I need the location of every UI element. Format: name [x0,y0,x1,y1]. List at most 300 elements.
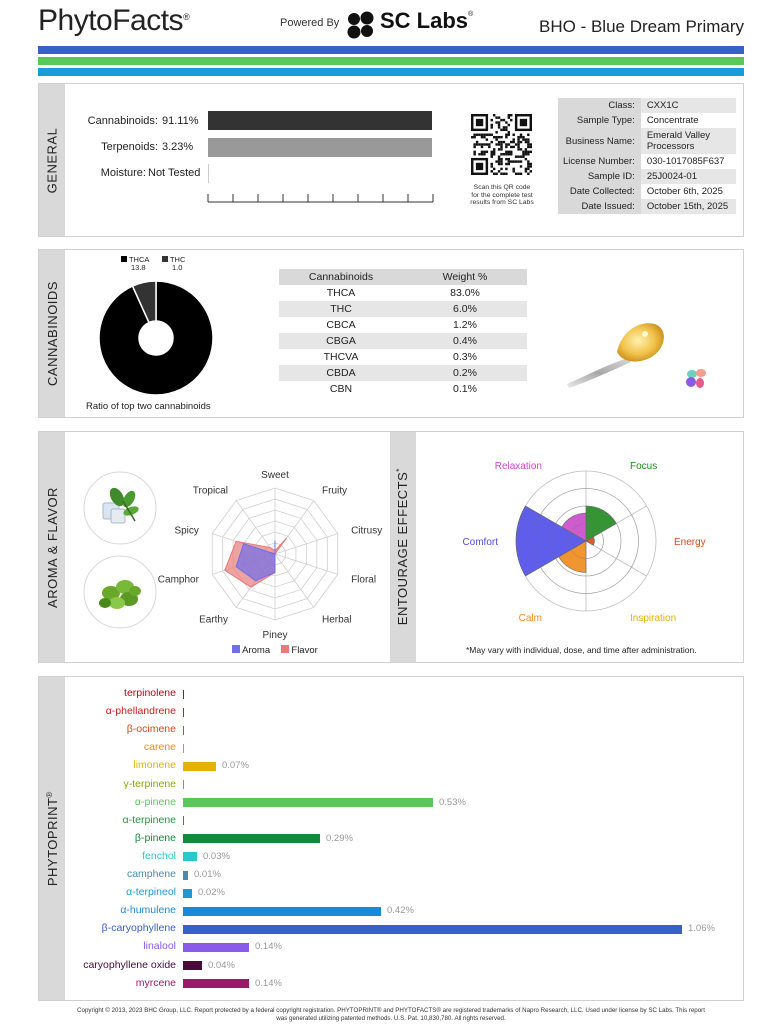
qr-code-icon[interactable] [471,114,532,175]
qr-module [512,134,514,136]
qr-module [486,143,488,145]
qr-module [517,141,519,143]
qr-module [491,163,493,165]
moisture-bar-baseline [208,164,209,183]
qr-module [505,136,507,138]
qr-module [525,151,527,153]
table-row [279,333,527,349]
info-key: Class: [558,98,641,113]
qr-finder [520,119,527,126]
info-value: CXX1C [641,98,736,113]
table-row [279,381,527,397]
qr-module [500,153,502,155]
qr-module [505,126,507,128]
radar-axis-label-earthy: Earthy [199,614,228,626]
column-header-weight: Weight % [403,269,527,285]
terpene-bar [183,961,202,970]
header-stripe-cyan [38,68,744,76]
qr-module [530,151,532,153]
qr-module [500,136,502,138]
rose-label-energy: Energy [674,537,706,548]
donut-caption: Ratio of top two cannabinoids [86,401,211,412]
terpene-value-label: 0.42% [387,905,414,917]
qr-module [495,173,497,175]
table-row [279,349,527,365]
terpene-label: α-pinene [134,795,176,808]
qr-module [515,155,517,157]
qr-module [483,143,485,145]
qr-module [493,151,495,153]
info-value: 25J0024-01 [641,169,736,184]
qr-module [525,168,527,170]
qr-module [508,143,510,145]
terpenoids-total-label: Terpenoids: [101,141,158,153]
qr-module [488,134,490,136]
qr-module [508,131,510,133]
qr-module [478,153,480,155]
qr-module [527,146,529,148]
qr-module [512,146,514,148]
rose-label-focus: Focus [630,460,658,472]
terpene-label: limonene [133,759,176,772]
info-value: Concentrate [646,115,699,126]
qr-module [473,146,475,148]
brand-logo [38,4,189,38]
qr-module [525,158,527,160]
qr-module [527,168,529,170]
radar-axis-label-herbal: Herbal [322,614,352,626]
qr-module [476,141,478,143]
qr-module [515,143,517,145]
sample-info-row [558,98,736,113]
qr-module [500,141,502,143]
terpene-label: carene [143,741,176,754]
qr-module [525,138,527,140]
qr-module [500,168,502,170]
info-key: Date Collected: [558,184,641,199]
qr-module [498,158,500,160]
qr-finder [476,119,483,126]
qr-module [495,143,497,145]
qr-module [525,153,527,155]
qr-module [517,146,519,148]
terpene-value-label: 1.06% [688,923,715,935]
qr-module [522,151,524,153]
qr-module [473,134,475,136]
info-key: Date Issued: [558,199,641,214]
powered-by-label: Powered By [280,17,340,29]
aroma-flavor-tab [39,432,65,662]
aroma-legend-swatch [232,645,240,653]
qr-caption [456,184,548,207]
qr-module [503,119,505,121]
qr-module [495,116,497,118]
qr-module [508,160,510,162]
table-row [279,301,527,317]
qr-module [520,136,522,138]
qr-module [508,151,510,153]
header-stripe-blue [38,46,744,54]
phytoprint-tab-text: PHYTOPRINT [44,797,60,886]
qr-module [505,158,507,160]
terpene-bar [183,780,184,789]
qr-module [498,136,500,138]
qr-module [491,170,493,172]
qr-module [508,124,510,126]
terpene-label: α-terpineol [126,886,176,899]
qr-module [517,136,519,138]
terpene-label: fenchol [142,849,176,862]
qr-module [491,141,493,143]
terpene-bar [183,726,184,735]
qr-module [503,153,505,155]
brand-mark: ® [183,12,190,22]
qr-module [517,143,519,145]
qr-module [520,141,522,143]
table-row [279,365,527,381]
qr-module [520,134,522,136]
qr-module [491,119,493,121]
qr-module [505,134,507,136]
entourage-effects-tab [390,432,416,662]
terpene-value-label: 0.01% [194,869,221,880]
qr-module [483,151,485,153]
cannabinoids-tab-label: CANNABINOIDS [44,281,60,386]
qr-module [505,146,507,148]
cannabinoid-name: THCA [326,287,356,299]
general-tab-label: GENERAL [44,127,60,193]
qr-module [512,160,514,162]
qr-module [500,146,502,148]
terpene-label: α-phellandrene [105,705,176,718]
donut-legend-item-thc [162,256,232,272]
general-tab [39,84,65,236]
qr-module [530,165,532,167]
terpene-bar [183,690,184,699]
flavor-legend-label: Flavor [291,645,318,656]
qr-module [491,124,493,126]
qr-caption-line-1: Scan this QR code [473,184,531,191]
qr-module [493,153,495,155]
qr-module [510,153,512,155]
qr-module [486,138,488,140]
qr-module [520,173,522,175]
concentrate-sample-image [565,318,675,390]
terpene-label: β-caryophyllene [101,922,176,935]
qr-module [495,136,497,138]
terpene-bar [183,834,320,843]
qr-module [517,173,519,175]
radar-axis-label-floral: Floral [351,574,377,586]
qr-module [495,121,497,123]
qr-module [491,151,493,153]
legend-swatch [162,256,168,262]
cannabinoid-weight: 0.3% [453,351,477,363]
qr-module [508,116,510,118]
qr-module [498,148,500,150]
terpene-bar [183,979,249,988]
report-title: BHO - Blue Dream Primary [539,17,744,36]
qr-module [525,148,527,150]
cannabinoid-weight: 83.0% [450,287,480,299]
qr-module [527,165,529,167]
legend-name: THC [169,255,186,264]
qr-module [522,136,524,138]
table-row [279,285,527,301]
radar-axis-label-sweet: Sweet [261,470,289,481]
qr-module [498,141,500,143]
sample-info-table [558,98,736,214]
terpene-bar [183,907,381,916]
info-value: 030-1017085F637 [646,156,725,167]
qr-module [510,151,512,153]
qr-module [530,146,532,148]
aroma-flavor-radar-chart [157,452,390,660]
qr-module [498,124,500,126]
qr-module [520,165,522,167]
radar-axis-label-camphor: Camphor [157,574,199,586]
sample-info-row [558,128,736,154]
terpene-label: β-ocimene [126,723,176,736]
qr-module [527,153,529,155]
qr-module [498,160,500,162]
qr-module [481,151,483,153]
qr-module [498,126,500,128]
qr-module [510,146,512,148]
qr-module [491,155,493,157]
qr-module [503,141,505,143]
rose-label-inspiration: Inspiration [630,613,677,625]
terpenoids-total-value: 3.23% [162,141,194,153]
terpene-value-label: 0.14% [255,977,282,989]
terpene-value-label: 0.02% [198,887,225,899]
terpene-value-label: 0.14% [255,941,282,953]
table-row [279,317,527,333]
qr-module [512,138,514,140]
legend-swatch [121,256,127,262]
qr-module [476,143,478,145]
terpene-label: camphene [126,868,176,880]
qr-module [503,126,505,128]
cannabinoid-name: THCVA [323,351,359,363]
cannabinoid-name: CBGA [279,333,403,349]
qr-module [491,165,493,167]
rose-label-comfort: Comfort [462,537,498,548]
qr-module [530,170,532,172]
flavor-legend-swatch [281,645,289,653]
qr-module [508,158,510,160]
moisture-label: Moisture: [100,167,146,179]
qr-module [520,148,522,150]
cannabinoids-total-value: 91.11% [162,115,199,127]
sample-info-row [558,169,736,184]
radar-axis-label-piney: Piney [262,630,288,641]
cannabinoid-table-header [279,269,527,285]
qr-module [483,134,485,136]
terpene-label: caryophyllene oxide [83,958,176,971]
terpenoids-total-bar [208,138,432,157]
qr-module [500,148,502,150]
terpene-bar [183,744,184,753]
qr-module [500,119,502,121]
cannabinoid-ratio-donut [98,280,214,396]
qr-module [527,138,529,140]
cannabinoids-total-label: Cannabinoids: [87,115,158,127]
qr-module [510,141,512,143]
terpene-bar [183,798,433,807]
cannabinoid-name: CBDA [279,365,403,381]
rose-sector-focus [586,506,616,541]
qr-module [483,136,485,138]
rose-label-calm: Calm [518,613,542,625]
terpene-value-label: 0.03% [203,850,230,862]
sample-info-row [558,199,736,214]
info-value: Emerald Valley Processors [641,128,736,154]
terpene-value-label: 0.07% [222,760,249,772]
terpene-bar [183,889,192,898]
sample-info-row [558,113,736,128]
lab-mark: ® [468,11,474,18]
qr-module [500,173,502,175]
qr-module [517,155,519,157]
qr-module [500,143,502,145]
cannabinoid-weight: 1.2% [453,319,477,331]
entourage-effects-rose-chart [462,460,712,625]
qr-module [508,163,510,165]
terpene-label: γ-terpinene [123,777,176,790]
qr-module [491,126,493,128]
terpene-bar [183,816,184,825]
qr-module [517,138,519,140]
qr-module [510,119,512,121]
qr-module [508,114,510,116]
footer-line-2: was generated utilizing patented methods. U.S. Pat. 10,830,780. All rights reserved. [276,1015,506,1022]
general-scale-ruler [206,190,436,204]
qr-module [478,134,480,136]
qr-module [527,151,529,153]
cannabinoids-tab [39,250,65,417]
terpene-label: β-pinene [134,831,176,844]
sc-labs-logo-icon [346,10,376,40]
terpene-value-label: 0.04% [208,959,235,971]
flavor-hops-icon [83,555,157,629]
terpene-label: linalool [143,940,176,953]
qr-module [527,173,529,175]
qr-module [505,143,507,145]
qr-module [530,143,532,145]
qr-module [493,168,495,170]
qr-module [495,131,497,133]
qr-module [515,160,517,162]
qr-module [488,146,490,148]
qr-module [522,155,524,157]
qr-module [486,151,488,153]
qr-caption-line-2: for the complete test [471,191,533,199]
qr-module [473,153,475,155]
qr-module [505,163,507,165]
qr-module [522,153,524,155]
qr-module [527,141,529,143]
legend-name: THCA [128,255,150,264]
legend-ratio: 1.0 [172,263,183,272]
qr-module [512,141,514,143]
qr-module [478,143,480,145]
qr-module [498,155,500,157]
qr-module [505,151,507,153]
qr-module [510,114,512,116]
qr-module [527,163,529,165]
qr-module [512,170,514,172]
qr-module [505,173,507,175]
cannabinoid-weight: 0.4% [403,333,527,349]
qr-module [481,146,483,148]
entourage-note: *May vary with individual, dose, and time after administration. [466,645,697,655]
qr-module [488,143,490,145]
radar-axis-label-fruity: Fruity [322,485,348,497]
terpene-bar [183,852,197,861]
sample-info-row [558,184,736,199]
terpene-label: α-terpinene [122,813,176,826]
sample-info-row [558,154,736,169]
qr-module [473,143,475,145]
qr-module [503,173,505,175]
qr-module [473,136,475,138]
qr-module [493,114,495,116]
qr-module [517,148,519,150]
qr-module [500,163,502,165]
radar-axis-label-spicy: Spicy [174,525,199,537]
cannabinoid-weight: 0.2% [403,365,527,381]
qr-module [481,153,483,155]
qr-module [525,170,527,172]
qr-module [522,138,524,140]
qr-module [471,136,473,138]
qr-module [500,129,502,131]
qr-module [495,160,497,162]
qr-module [498,116,500,118]
cannabinoid-weight: 6.0% [403,301,527,317]
cannabinoid-name: THC [279,301,403,317]
info-value: October 6th, 2025 [646,186,723,197]
qr-module [505,121,507,123]
info-key: Business Name: [558,128,641,154]
cannabinoid-name: CBN [329,383,353,395]
qr-module [493,136,495,138]
sc-labs-small-logo-icon [683,368,709,390]
footer-line-1: Copyright © 2013, 2023 BHC Group, LLC. Report protected by a federal copyright registration. PHYTOPRINT® and PHYTOFACTS® are registered trademarks of Napro Research, LLC. Used under license by SC Labs. This report [77,1007,705,1014]
phytoprint-tab-mark: ® [44,791,54,798]
qr-module [527,143,529,145]
radar-axis-label-tropical: Tropical [192,485,228,497]
terpene-label: terpinolene [124,687,176,699]
aroma-legend-label: Aroma [242,645,271,656]
qr-module [473,151,475,153]
terpene-bar [183,762,216,771]
qr-module [505,129,507,131]
qr-module [520,155,522,157]
qr-module [476,134,478,136]
qr-module [503,129,505,131]
legend-ratio: 13.8 [131,263,146,272]
qr-module [520,160,522,162]
qr-module [486,134,488,136]
qr-module [498,143,500,145]
qr-module [483,153,485,155]
qr-module [498,121,500,123]
qr-caption-line-3: results from SC Labs [470,199,534,206]
terpene-value-label: 0.29% [326,832,353,844]
header-stripe-green [38,57,744,65]
